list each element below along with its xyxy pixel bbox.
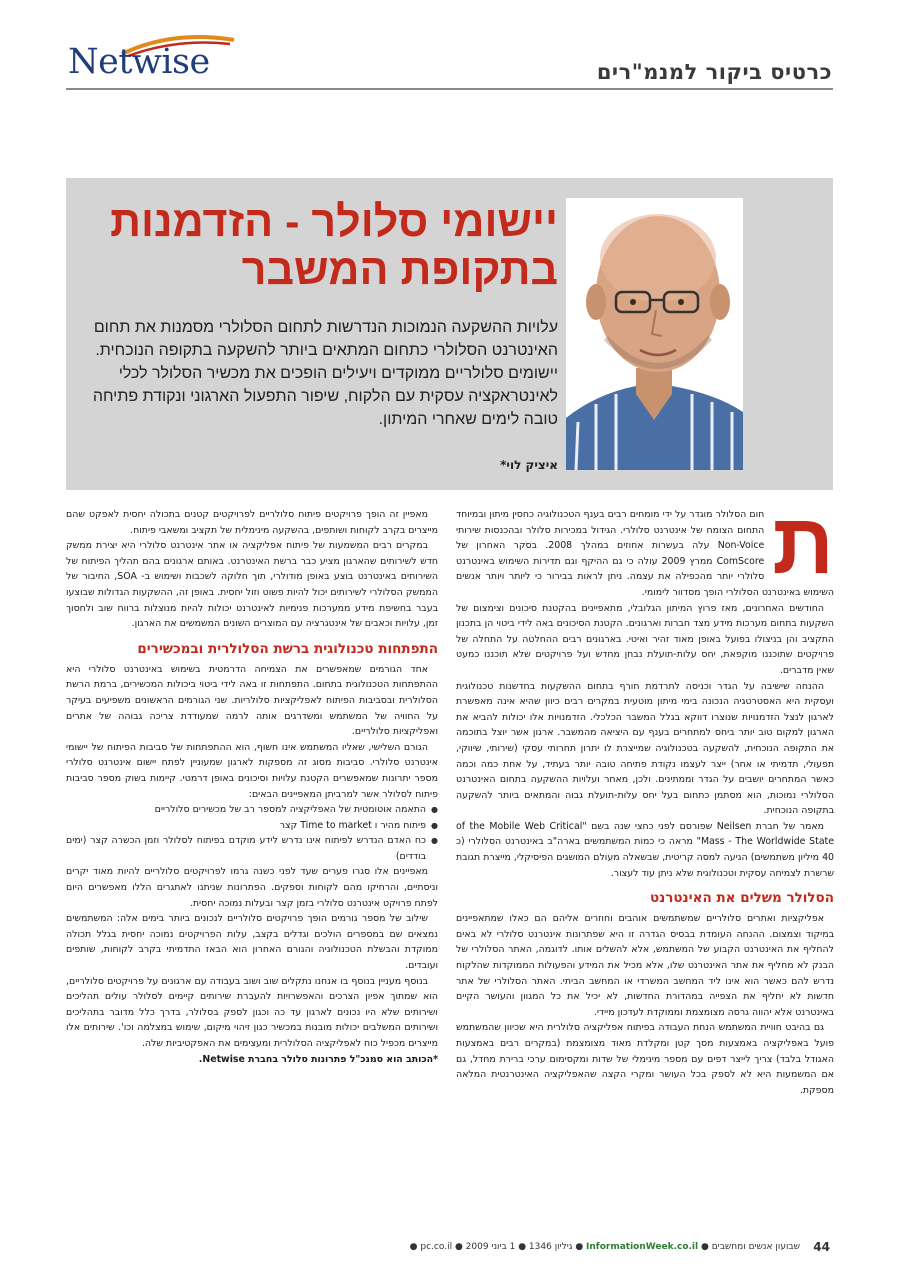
paragraph: הגורם השלישי, שאליו המשתמש אינו חשוף, הוא ההתפתחות של סביבות הפיתוח של יישומי אינטרנט סלולרי. סביבות מסוג זה מספקות לארגון שמעוניין לפתח יישום אינטרנט סלולרי מספר יתרונות שמאפשרים הקטנת עלויות וסיכונים באופן דרמטי. קיימות בשוק מספר סביבות פיתוח לסלולר אשר למרביתן המאפיינים הבאים: bbox=[66, 741, 438, 800]
author-byline: איציק לוי* bbox=[500, 458, 558, 472]
page-number: 44 bbox=[813, 1240, 830, 1254]
author-photo bbox=[566, 198, 743, 470]
paragraph: מאמר של חברת Neilsen שפורסם לפני כחצי שנה בשם "of the Mobile Web Critical Mass - The Worldwide State" מראה כי כמות המשתמשים בארה"ב באינטרנט הסלולרי (כ 40 מיליון משתמשים) הגיעה למסה קריטית, שבשאלה מעולם המושגים הפיסיקלי, מייצרת תגובת שרשרת לצמיחה עסקית וטכנולוגית שלא ניתן עוד לעצור. bbox=[456, 820, 835, 879]
page-footer bbox=[70, 1240, 830, 1260]
paragraph: מאפיין זה הופך פרויקטים פיתוח סלולריים לפרויקטים קטנים בתכולה יחסית לאפקט שהם מייצרים בקרב לקוחות ושותפים, בהשקעה מינימלית של תקציב ומשאבי פיתוח. bbox=[66, 509, 438, 536]
paragraph: חום הסלולר מוגדר על ידי מומחים רבים בענף הטכנולוגיה כחסין מיתון ובמיוחד התחום הצומח של אינטרנט סלולרי. הגידול במכירות סלולר ובהכנסות שירותי Non-Voice עלה בעשרות אחוזים במהלך 2008. בסקר האחרון של ComScore ממרץ 2009 עולה כי גם ההיקף וגם תדירות השימוש באינטרנט סלולרי יותר מהכפילה את עצמה. ניתן לראות בבירור כי ליותר ויותר אנשים השימוש באינטרנט הסלולרי הופך מסדוור לימומי. bbox=[456, 509, 834, 598]
site-link[interactable]: InformationWeek.co.il bbox=[586, 1242, 699, 1252]
publication-name: שבועון אנשים ומחשבים bbox=[711, 1242, 800, 1252]
header-divider bbox=[66, 88, 833, 90]
drop-cap: ת bbox=[772, 496, 834, 592]
paragraph: במקרים רבים המשמעות של פיתוח אפליקציה או אתר אינטרנט סלולרי היא יצירת ממשק חדש לשירותים שהארגון מציע כבר ברשת האינטרנט. באותם ארגונים בהם תהליך הפיתוח של השירותים באינטרנט בוצע באופן מודולרי, תוך חלוקה לשכבות ושימוש ב- SOA, החיבור של הממשק הסלולרי לשירותים יכול להיות פשוט וזול יחסית. באופן זה, ההשקעות הגדולות שבוצעו בעבר בחשיפת מידע ממערכות פנימיות לאינטרנט יכולות להיות מנוצלות ברווח שוב ולחסוך זמן, עלויות וכאבים של אינטגרציה עם המוצרים השונים המשמשים את הארגון. bbox=[66, 540, 438, 630]
netwise-logo bbox=[62, 28, 232, 88]
logo-text: Netwise bbox=[68, 42, 210, 82]
article-lede: עלויות ההשקעה הנמוכות הנדרשות לתחום הסלולרי מסמנות את תחום האינטרנט הסלולרי כתחום המתאים ביותר להשקעה בתקופה הנוכחית. יישומים סלולריים ממוקדים ויעילים הופכים את מכשיר הסלולר לכלי לאינטראקציה עסקית עם הלקוח, שיפור התפעול הארגוני ונקודת פתיחה טובה לימים שאחרי המיתון. bbox=[92, 319, 558, 428]
site-link-2[interactable]: pc.co.il bbox=[420, 1242, 453, 1252]
paragraph: שילוב של מספר גורמים הופך פרויקטים סלולריים לנכונים ביותר בימים אלה: המשתמשים נמצאים שם במספרים הולכים וגדלים בקצב, עלות הפרויקטים נמוכה יחסית בגלל תכולה ממוקדת והבשלת הטכנולוגיה והגורם האחרון הוא הבאז התדמיתי בקרב לקוחות, שותפים ועובדים. bbox=[66, 913, 438, 972]
article-headline bbox=[78, 198, 558, 294]
author-footnote: *הכותב הוא סמנכ"ל פתרונות סלולר בחברת Netwise. bbox=[198, 1053, 438, 1065]
list-item: ● כח האדם הנדרש לפיתוח אינו נדרש לידע מוקדם בפיתוח לסלולר וזמן הכשרה קצר (ימים בודדים) bbox=[66, 833, 426, 864]
issue-number: גיליון 1346 bbox=[528, 1242, 573, 1252]
paragraph: גם בהיבט חוויית המשתמש הנחת העבודה בפיתוח אפליקציה סלולרית היא שכיוון שהמשתמש פועל באפליקציה באמצעות מסך קטן ומקלדת מאוד מצומצמת (במקרים רבים באמצעות האגודל בלבד) צריך לייצר דפים עם מספר מינימלי של שדות ומקסימום ערכי ברירת מחדל, גם אם המשמעות היא לא לספק בכל העושר ומקרי הקצה שהאפליקציה האינטרנטית המלאה מספקת. bbox=[456, 1022, 834, 1096]
paragraph: החודשים האחרונים, מאז פרוץ המיתון הגלובלי, מתאפיינים בהקטנת סיכונים וצימצום של השקעות בתחום מערכות מידע מצד חברות וארגונים. הקטנת הסיכונים באה לידי ביטוי הן בתכנון התקציב והן בניצולו בפועל באופן מאוד זהיר ואיטי. בארגונים רבים ההחלטה על התחלה של פרויקטים שתוכננו מוקפאת, יחס עלות-תועלת נבחן מחדש ועל פרויקטים שלא תוכננו כמעט שאין מדברים. bbox=[456, 602, 834, 676]
paragraph: אחד הגורמים שמאפשרים את הצמיחה הדרמטית בשימוש באינטרנט סלולרי היא ההתפתחות הטכנולוגית בתחום. התפתחות זו באה לידי ביטוי ביכולות המכשירים, ברמת הרשת הסלולרית ובסביבות הפיתוח לאפליקציות סלולריות. שני הגורמים הראשונים משפיעים בעיקר על החוויה של המשתמש ומשדרגים אותה לרמה שמעודדת צריכה גבוהה של אתרים ואפליקציות סלולריים. bbox=[66, 663, 438, 738]
subheading: התפתחות טכנולוגית ברשת הסלולרית ובמכשירים bbox=[137, 640, 438, 657]
bullet-icon: ● bbox=[409, 1242, 418, 1252]
paragraph: מאפיינים אלו סגרו פערים שעד לפני כשנה גרמו לפרויקטים סלולריים להיות מאוד יקרים וניסתיים, והרחיקו מהם לקוחות וספקים. הפתרונות שניתנו לאתגרים הללו מאפשרים היום לפתח פרויקט אינטרנט סלולרי בזמן קצר ובעלות נמוכה יחסית. bbox=[66, 866, 438, 909]
paragraph: אפליקציות ואתרים סלולריים שמשתמשים אוהבים וחוזרים אליהם הם כאלו שמתאפיינים במיקוד וצמצום. ההנחה העומדת בבסיס הגדרה זו היא שפתרונות אינטרנט סלולרי לא באים להחליף את האינטרנט הקבוע של המשתמש, אלא להשלים אותו. לדוגמה, האתר הסלולרי של הבנק לא מחליף את אתר האינטרנט שלו, אלא מכיל את המידע והפעולות הממוקדות שהלקוח נדרש להם כאשר הוא אינו ליד המחשב המשרדי או המחשב הביתי. האתר הסלולרי של אתר חדשות לא יחליף את הצפייה במהדורת החדשות, לא יכיל את כל המגוון והעושר הקיים באינטרנט אלא יהווה גרסה מצומצמת וממוקדת לעדכון מיידי. bbox=[456, 913, 834, 1018]
headline-line-2: בתקופת המשבר bbox=[241, 246, 558, 294]
issue-date: 1 ביוני 2009 bbox=[465, 1242, 516, 1252]
bullet-icon: ● bbox=[452, 1242, 463, 1252]
author-portrait-icon bbox=[566, 198, 743, 470]
article-column-right bbox=[456, 496, 835, 1098]
footer-credits bbox=[410, 1242, 800, 1252]
headline-line-1: יישומי סלולר - הזדמנות bbox=[110, 198, 558, 246]
article-column-left bbox=[66, 507, 438, 1067]
list-item: ● התאמה אוטומטית של האפליקציה למספר רב של מכשירים סלולריים bbox=[66, 802, 426, 818]
section-title: כרטיס ביקור למנמ"רים bbox=[596, 60, 832, 84]
paragraph: ההנחה שישיבה על הגדר וכניסה לתרדמת חורף בתחום ההשקעות בחדשנות טכנולוגית ועסקית היא האסטרטגיה הנכונה בימי מיתון מוטעית במקרים רבים כיוון שהיא אינה מאפשרת לארגון לנצל הזדמנויות שנוצרו דווקא בגלל המשבר הכלכלי. הזדמנויות אלו יכולות להביא את הארגון למקום טוב יותר ביחס למתחרים בענף עם היציאה מהמשבר. ארגון אשר יוצל בתוכמה את התקופה הנוכחית, להשקעה בטכנולוגיה שמייצרת לו יתרון תחרותי עסקי (שירותי, שיווקי, תפעולי, תדמיתי או אחר) ייצר לעצמו נקודת פתיחה טובה יותר בעתיד, על אחת כמה וכמה כאשר המתחרים יושבים על הגדר וממתינים. ולכן, מאחר ועלויות ההשקעה בתחום האינטרנט הסלולרי נמוכות, הוא מסתמן כתחום בעל יחס עלות-תועלת גבוה והמתאים ביותר להשקעה בתקופה הנוכחית. bbox=[456, 680, 834, 817]
bullet-icon: ● bbox=[698, 1242, 709, 1252]
paragraph: בנוסף מעניין בנוסף בו אנחנו נתקלים שוב ושוב בעבודה עם ארגונים על פרויקטים סלולריים, הוא שמתוך אפיון הצרכים והאפשרויות להעברת שירותים קיימים לסלולר עולים תהליכים ושירותים שלא היו נכונים לארגון עד כה וכגון לספק בסלולר, בדרך כלל מדובר בתהליכים ושירותים המשלבים יכולות מובנות במכשיר כגון זיהוי מיקום, שימוש במצלמה וכו'. שירותים אלו מייצרים מכפיל כוח לאפליקציה הסלולרית ומעצימים את האפקטיביות שלה. bbox=[66, 975, 438, 1049]
subheading: הסלולר משלים את האינטרנט bbox=[649, 890, 834, 907]
bullet-icon: ● bbox=[515, 1242, 527, 1252]
feature-list bbox=[66, 802, 438, 864]
list-item: ● פיתוח מהיר ו Time to market קצר bbox=[66, 818, 426, 834]
bullet-icon: ● bbox=[572, 1242, 584, 1252]
